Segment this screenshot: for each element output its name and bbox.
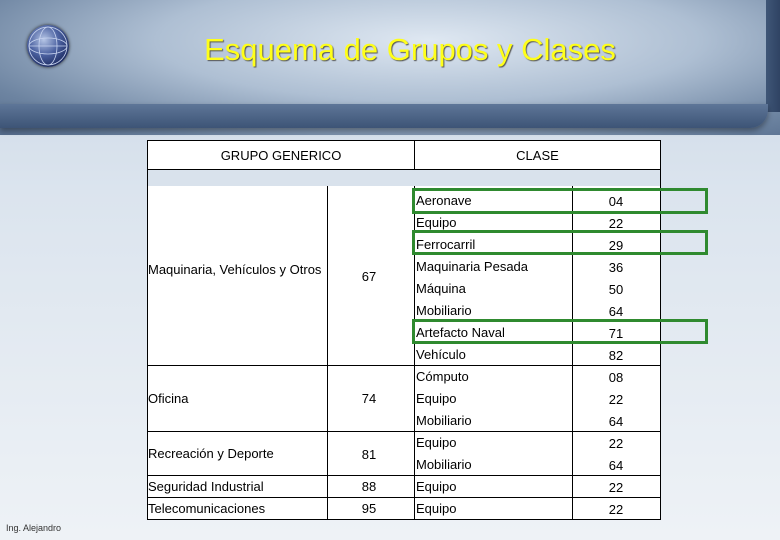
group-name: Recreación y Deporte — [148, 446, 274, 461]
group-code: 67 — [361, 269, 377, 284]
class-name: Equipo — [416, 391, 457, 406]
grid-line — [147, 475, 661, 476]
class-name: Equipo — [416, 479, 457, 494]
header-clase: CLASE — [414, 140, 661, 170]
group-name: Maquinaria, Vehículos y Otros — [148, 262, 322, 277]
class-code: 64 — [608, 304, 624, 319]
header-grupo-generico: GRUPO GENERICO — [147, 140, 415, 170]
class-name: Equipo — [416, 501, 457, 516]
class-name: Mobiliario — [416, 413, 472, 428]
group-name: Oficina — [148, 391, 189, 406]
class-code: 22 — [608, 216, 624, 231]
class-name: Equipo — [416, 435, 457, 450]
class-name: Aeronave — [416, 193, 472, 208]
class-code: 22 — [608, 480, 624, 495]
highlight-box — [412, 230, 708, 255]
class-code: 50 — [608, 282, 624, 297]
class-name: Vehículo — [416, 347, 466, 362]
table-spacer-row — [147, 170, 661, 186]
class-code: 22 — [608, 436, 624, 451]
class-code: 82 — [608, 348, 624, 363]
class-code: 64 — [608, 458, 624, 473]
class-code: 29 — [608, 238, 624, 253]
class-code: 22 — [608, 502, 624, 517]
highlight-box — [412, 319, 708, 344]
class-name: Maquinaria Pesada — [416, 259, 529, 274]
class-name: Ferrocarril — [416, 237, 476, 252]
grid-line — [147, 431, 415, 432]
group-code: 74 — [361, 391, 377, 406]
class-name: Mobiliario — [416, 457, 472, 472]
group-name: Seguridad Industrial — [148, 479, 264, 494]
class-name: Equipo — [416, 215, 457, 230]
class-code: 04 — [608, 194, 624, 209]
grid-line — [147, 365, 415, 366]
grid-line — [147, 497, 661, 498]
class-code: 08 — [608, 370, 624, 385]
group-name: Telecomunicaciones — [148, 501, 266, 516]
class-code: 71 — [608, 326, 624, 341]
grid-line — [327, 186, 328, 519]
slide-footer-author: Ing. Alejandro — [6, 523, 62, 533]
class-name: Artefacto Naval — [416, 325, 505, 340]
highlight-box — [412, 188, 708, 214]
group-code: 95 — [361, 501, 377, 516]
class-code: 22 — [608, 392, 624, 407]
grid-line — [414, 365, 661, 366]
class-code: 64 — [608, 414, 624, 429]
class-name: Máquina — [416, 281, 466, 296]
class-name: Cómputo — [416, 369, 469, 384]
class-name: Mobiliario — [416, 303, 472, 318]
grid-line — [147, 186, 148, 519]
slide-title: Esquema de Grupos y Clases — [204, 32, 616, 67]
group-code: 81 — [361, 447, 377, 462]
grid-line — [147, 519, 661, 520]
slide-header-bar — [0, 104, 768, 128]
class-code: 36 — [608, 260, 624, 275]
group-code: 88 — [361, 479, 377, 494]
grid-line — [414, 431, 661, 432]
